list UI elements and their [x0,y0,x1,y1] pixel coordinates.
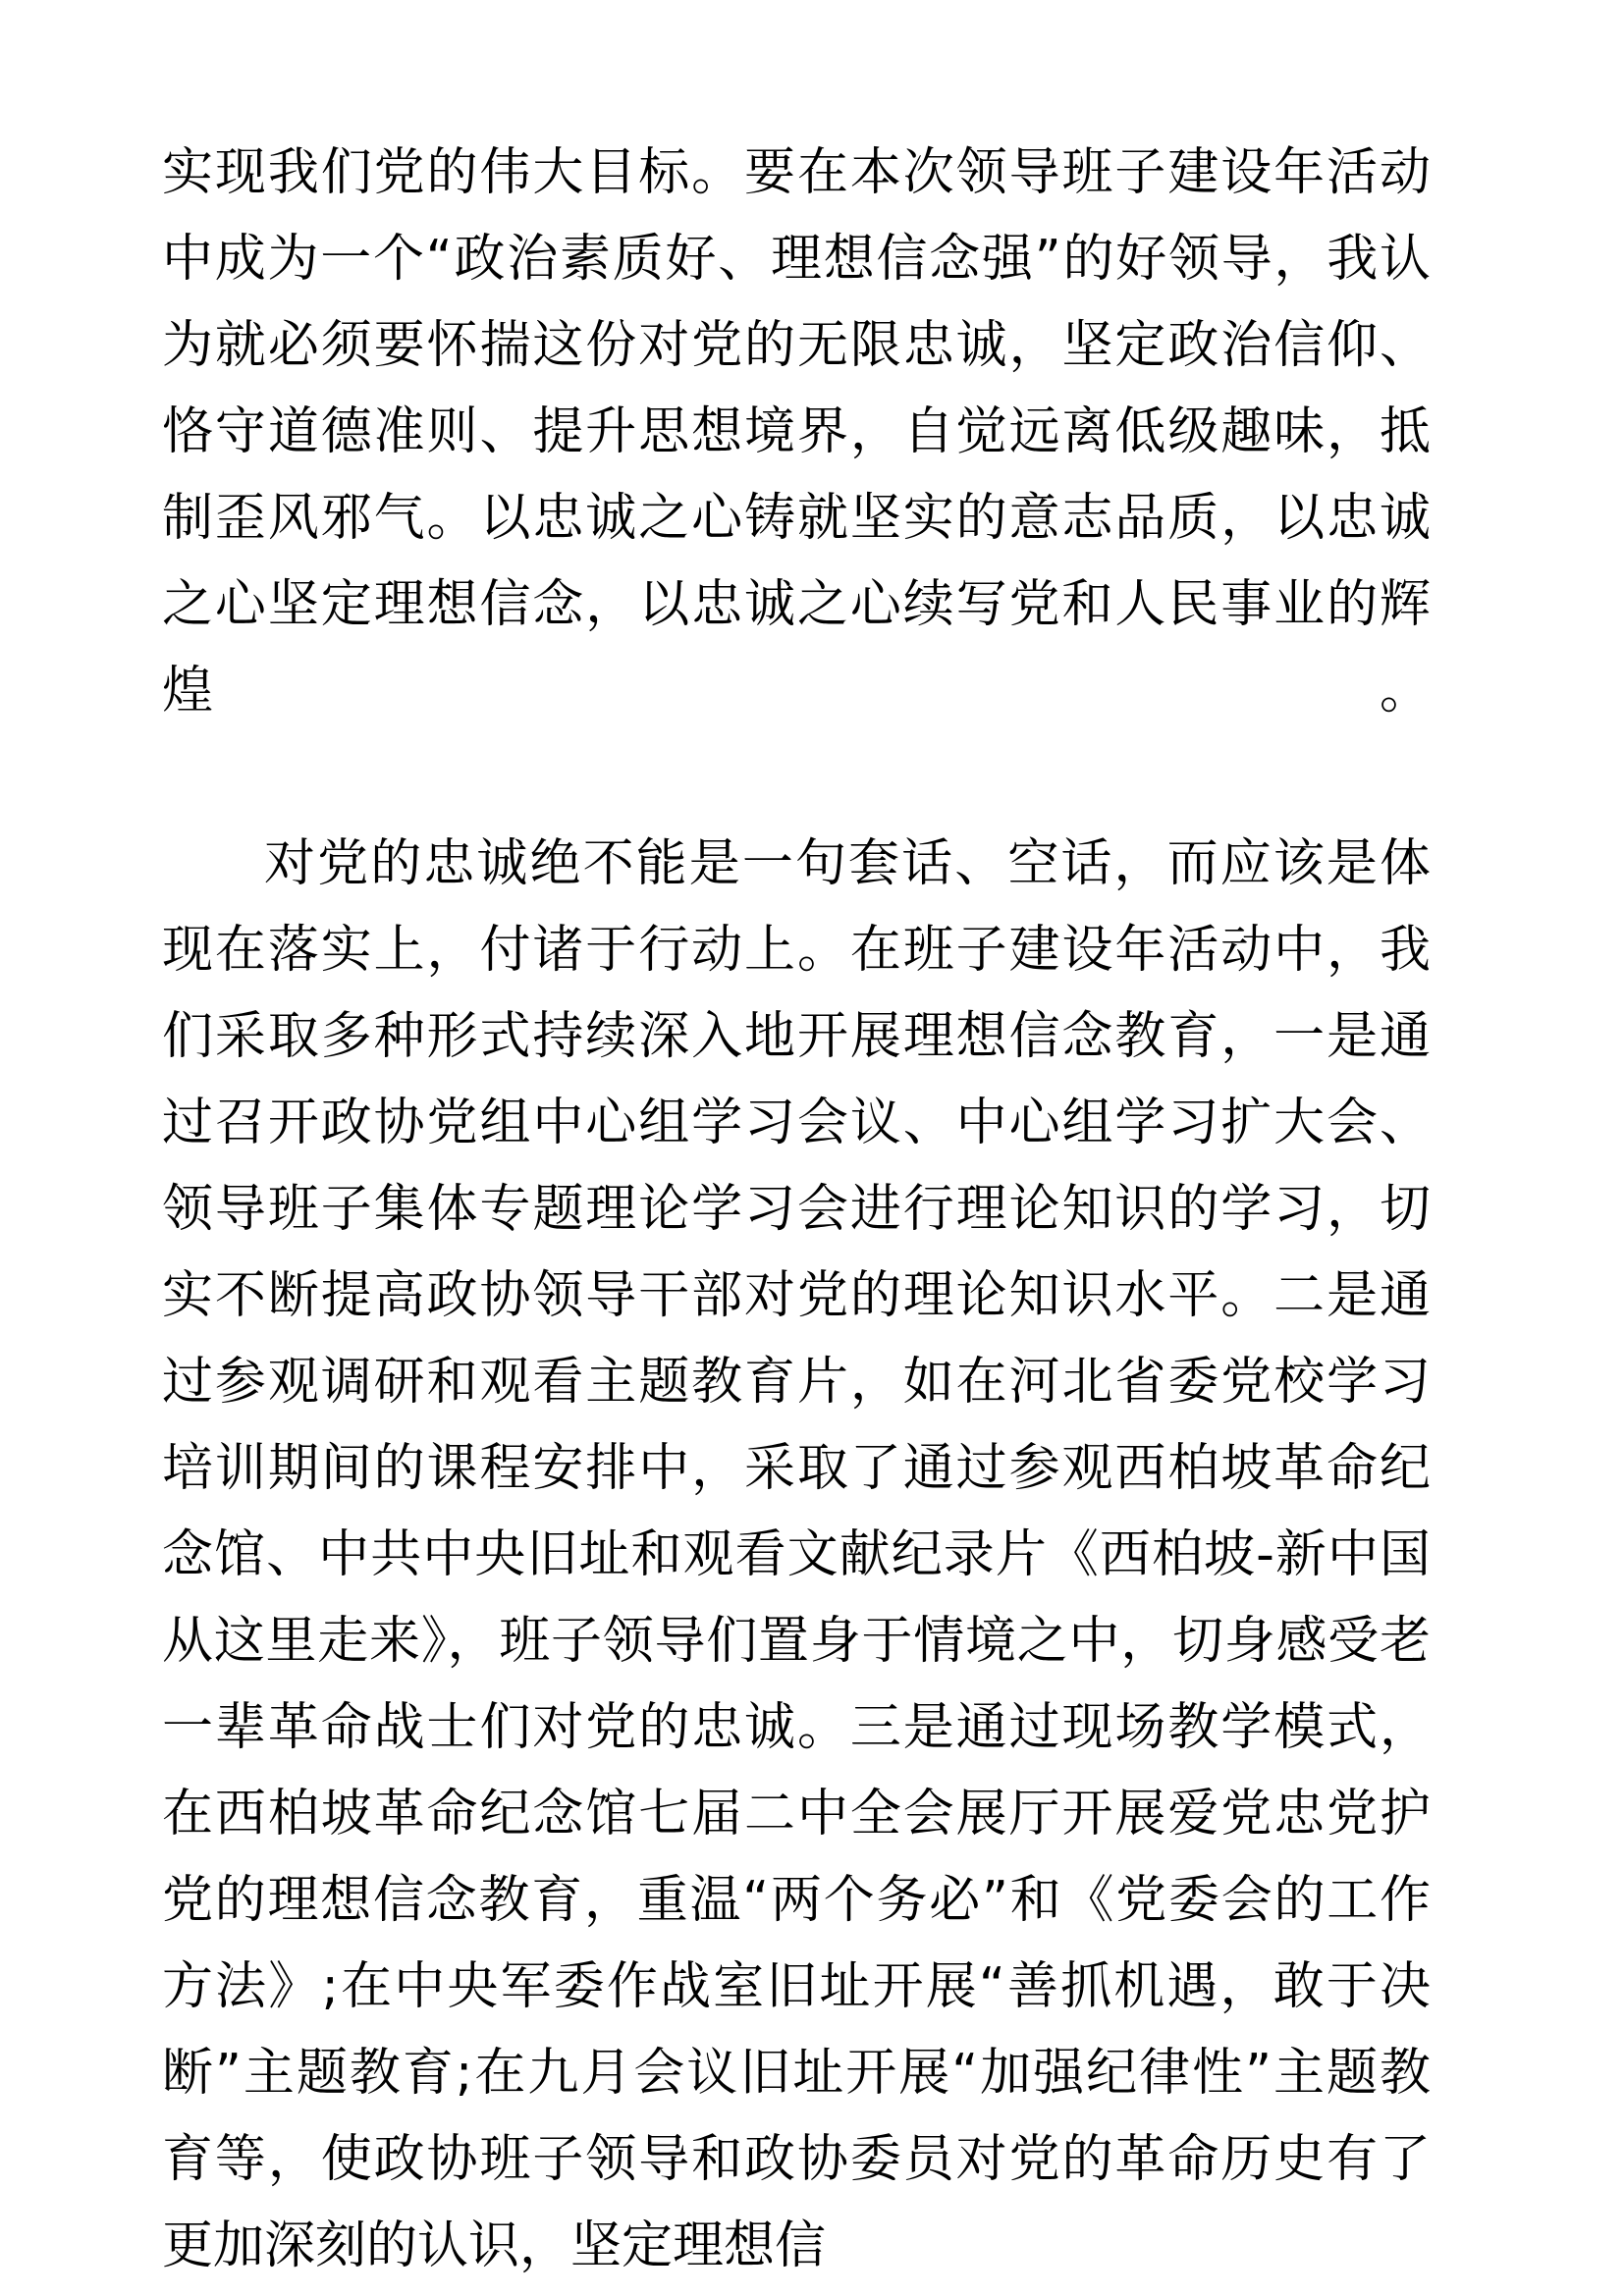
paragraph-continued: 实现我们党的伟大目标。要在本次领导班子建设年活动中成为一个“政治素质好、理想信念强”的好领导，我认为就必须要怀揣这份对党的无限忠诚，坚定政治信仰、恪守道德准则、提升思想境界，自觉远离低级趣味，抵制歪风邪气。以忠诚之心铸就坚实的意志品质，以忠诚之心坚定理想信念，以忠诚之心续写党和人民事业的辉煌。 [162,143,1431,721]
paragraph-second: 对党的忠诚绝不能是一句套话、空话，而应该是体现在落实上，付诸于行动上。在班子建设年活动中，我们采取多种形式持续深入地开展理想信念教育，一是通过召开政协党组中心组学习会议、中心组学习扩大会、领导班子集体专题理论学习会进行理论知识的学习，切实不断提高政协领导干部对党的理论知识水平。二是通过参观调研和观看主题教育片，如在河北省委党校学习培训期间的课程安排中，采取了通过参观西柏坡革命纪念馆、中共中央旧址和观看文献纪录片《西柏坡-新中国从这里走来》，班子领导们置身于情境之中，切身感受老一辈革命战士们对党的忠诚。三是通过现场教学模式，在西柏坡革命纪念馆七届二中全会展厅开展爱党忠党护党的理想信念教育，重温“两个务必”和《党委会的工作方法》;在中央军委作战室旧址开展“善抓机遇，敢于决断”主题教育;在九月会议旧址开展“加强纪律性”主题教育等，使政协班子领导和政协委员对党的革命历史有了更加深刻的认识，坚定理想信 [162,834,1431,2275]
document-text-body [162,130,1431,2289]
